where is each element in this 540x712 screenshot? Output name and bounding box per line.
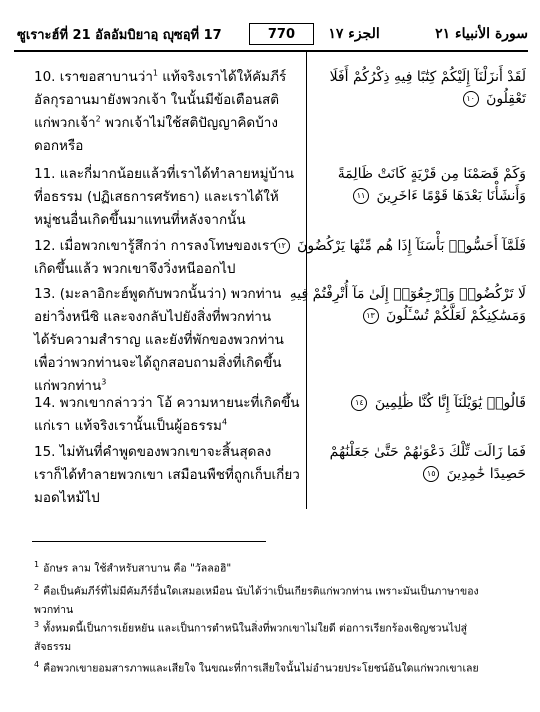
header-rule — [14, 50, 528, 52]
footnote-marker: 1 — [152, 68, 158, 78]
ayah-number-marker: ١٠ — [463, 91, 479, 107]
verse-arabic: لَا تَرْكُضُوا۟ وَٱرْجِعُوٓا۟ إِلَىٰ مَآ أُتْرِفْتُمْ فِيهِ وَمَسَٰكِنِكُمْ لَعَلَّكُمْ تُسْـَٔلُونَ ١٣ — [289, 286, 526, 324]
ayah-number-marker: ١٢ — [274, 238, 290, 254]
footnote-marker: 3 — [101, 377, 107, 387]
ayah-number-marker: ١٥ — [423, 466, 439, 482]
footnote-number: 3 — [34, 620, 40, 629]
verse-translation: 10. เราขอสาบานว่า$^1$ แท้จริงเราได้ให้คัมภีร์ อัลกุรอานมายังพวกเจ้า ในนั้นมีข้อเตือนสติ แก่พวกเจ้า$^2$ พวกเจ้าไม่ใช้สติปัญญาคิดบ้าง ดอกหรือ — [34, 68, 287, 154]
verse-translation: 14. พวกเขากล่าวว่า โอ้ ความหายนะที่เกิดขึ้น แก่เรา แท้จริงเรานั้นเป็นผู้อธรรม$^4$ — [34, 395, 300, 434]
footnote-marker: 4 — [221, 417, 228, 427]
verse-translation: 11. และกี่มากน้อยแล้วที่เราได้ทำลายหมู่บ้าน ที่อธรรม (ปฏิเสธการศรัทธา) และเราได้ให้ หมู่ชนอื่นเกิดขึ้นมาแทนที่หลังจากนั้น — [34, 166, 294, 228]
page-number: 770 — [249, 23, 315, 45]
verse-arabic: فَمَا زَالَت تِّلْكَ دَعْوَىٰهُمْ حَتَّىٰ جَعَلْنَٰهُمْ حَصِيدًا خَٰمِدِينَ ١٥ — [329, 444, 526, 482]
verse-arabic: لَقَدْ أَنزَلْنَآ إِلَيْكُمْ كِتَٰبًا فِيهِ ذِكْرُكُمْ أَفَلَا تَعْقِلُونَ ١٠ — [329, 69, 526, 107]
juz-arabic: الجزء ١٧ — [328, 26, 380, 42]
footnote-marker: 2 — [95, 114, 101, 124]
thai-surah-title: ซูเราะฮ์ที่ 21 อัลอัมบิยาอฺ ญุซอฺที่ 17 — [17, 27, 222, 43]
footnote-3: $^3$ ทั้งหมดนี้เป็นการเย้ยหยัน และเป็นการตำหนิในสิ่งที่พวกเขาไม่ใยดี ต่อการเรียกร้องเชิญชวนไปสู่ สัจธรรม — [34, 620, 468, 653]
ayah-number-marker: ١١ — [353, 188, 369, 204]
surah-name-arabic: سورة الأنبياء ٢١ — [435, 26, 528, 42]
verse-translation: 13. (มะลาอิกะฮ์พูดกับพวกนั้นว่า) พวกท่าน อย่าวิ่งหนีซิ และจงกลับไปยังสิ่งที่พวกท่าน ได้รับความสำราญ และยังที่พักของพวกท่าน เพื่อว่าพวกท่านจะได้ถูกสอบถามสิ่งที่เกิดขึ้น แก่พวกท่าน$^3$ — [34, 286, 284, 394]
page-header — [14, 20, 528, 48]
footnote-rule — [32, 541, 266, 542]
footnote-4: $^4$ คือพวกเขายอมสารภาพและเสียใจ ในขณะที่การเสียใจนั้นไม่อำนวยประโยชน์อันใดแก่พวกเขาเลย — [34, 660, 479, 675]
ayah-number-marker: ١٤ — [351, 395, 367, 411]
ayah-number-marker: ١٣ — [363, 308, 379, 324]
verse-arabic: فَلَمَّآ أَحَسُّوا۟ بَأْسَنَآ إِذَا هُم مِّنْهَا يَرْكُضُونَ ١٢ — [314, 235, 526, 257]
footnote-number: 4 — [34, 660, 40, 669]
verse-arabic: وَكَمْ قَصَمْنَا مِن قَرْيَةٍ كَانَتْ ظَالِمَةً وَأَنشَأْنَا بَعْدَهَا قَوْمًا ءَاخَرِينَ ١١ — [337, 166, 526, 204]
verse-translation: 12. เมื่อพวกเขารู้สึกว่า การลงโทษของเรา เกิดขึ้นแล้ว พวกเขาจึงวิ่งหนีออกไป — [34, 238, 277, 277]
footnote-1: $^1$ อักษร ลาม ใช้สำหรับสาบาน คือ "วัลลอฮิ" — [34, 560, 232, 575]
footnote-2: $^2$ คือเป็นคัมภีร์ที่ไม่มีคัมภีร์อื่นใดเสมอเหมือน นับได้ว่าเป็นเกียรติแก่พวกท่าน เพราะมันเป็นภาษาของ พวกท่าน — [34, 583, 479, 616]
verse-translation: 15. ไม่ทันที่คำพูดของพวกเขาจะสิ้นสุดลง เราก็ได้ทำลายพวกเขา เสมือนพืชที่ถูกเก็บเกี่ยว มอดไหม้ไป — [34, 444, 300, 506]
verse-arabic: قَالُوا۟ يَٰوَيْلَنَآ إِنَّا كُنَّا ظَٰلِمِينَ ١٤ — [314, 392, 526, 414]
footnote-number: 2 — [34, 583, 40, 592]
footnote-number: 1 — [34, 560, 40, 569]
